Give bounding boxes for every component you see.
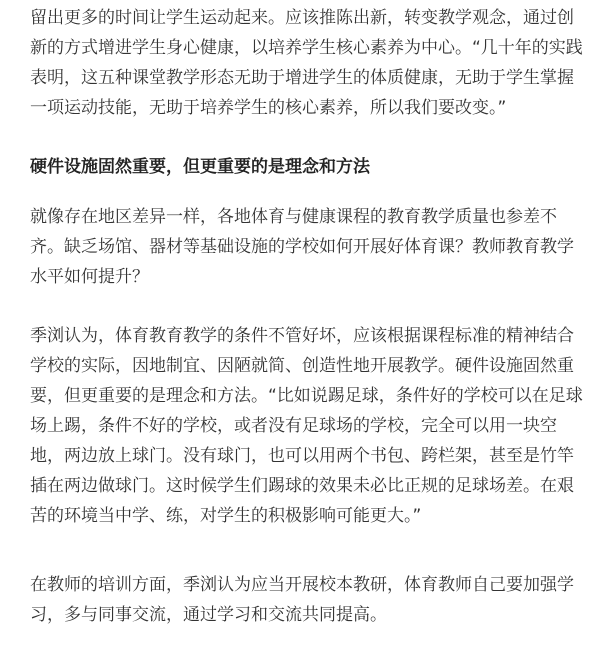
text-line: 水平如何提升？: [30, 267, 149, 287]
text-line: 苦的环境当中学、练，对学生的积极影响可能更大。”: [30, 506, 422, 526]
text-line: 留出更多的时间让学生运动起来。应该推陈出新，转变教学观念，通过创: [30, 8, 574, 28]
text-line: 场上踢，条件不好的学校，或者没有足球场的学校，完全可以用一块空: [30, 416, 557, 436]
paragraph-3: [30, 321, 583, 531]
paragraph-2: [30, 202, 574, 292]
text-line: 一项运动技能，无助于培养学生的核心素养，所以我们要改变。”: [30, 98, 507, 118]
text-line: 齐。缺乏场馆、器材等基础设施的学校如何开展好体育课？教师教育教学: [30, 237, 574, 257]
text-line: 习，多与同事交流，通过学习和交流共同提高。: [30, 605, 387, 625]
paragraph-4: [30, 570, 574, 630]
text-line: 在教师的培训方面，季浏认为应当开展校本教研，体育教师自己要加强学: [30, 575, 574, 595]
text-line: 地，两边放上球门。没有球门，也可以用两个书包、跨栏架，甚至是竹竿: [30, 446, 574, 466]
text-line: 新的方式增进学生身心健康，以培养学生核心素养为中心。“几十年的实践: [30, 38, 583, 58]
text-line: 表明，这五种课堂教学形态无助于增进学生的体质健康，无助于学生掌握: [30, 68, 574, 88]
text-line: 要，但更重要的是理念和方法。“比如说踢足球，条件好的学校可以在足球: [30, 386, 583, 406]
heading-text: 硬件设施固然重要，但更重要的是理念和方法: [30, 157, 370, 177]
section-heading: [30, 152, 370, 182]
paragraph-1: [30, 3, 583, 123]
text-line: 季浏认为，体育教育教学的条件不管好坏，应该根据课程标准的精神结合: [30, 326, 574, 346]
text-line: 插在两边做球门。这时候学生们踢球的效果未必比正规的足球场差。在艰: [30, 476, 574, 496]
text-line: 学校的实际，因地制宜、因陋就简、创造性地开展教学。硬件设施固然重: [30, 356, 574, 376]
text-line: 就像存在地区差异一样，各地体育与健康课程的教育教学质量也参差不: [30, 207, 557, 227]
